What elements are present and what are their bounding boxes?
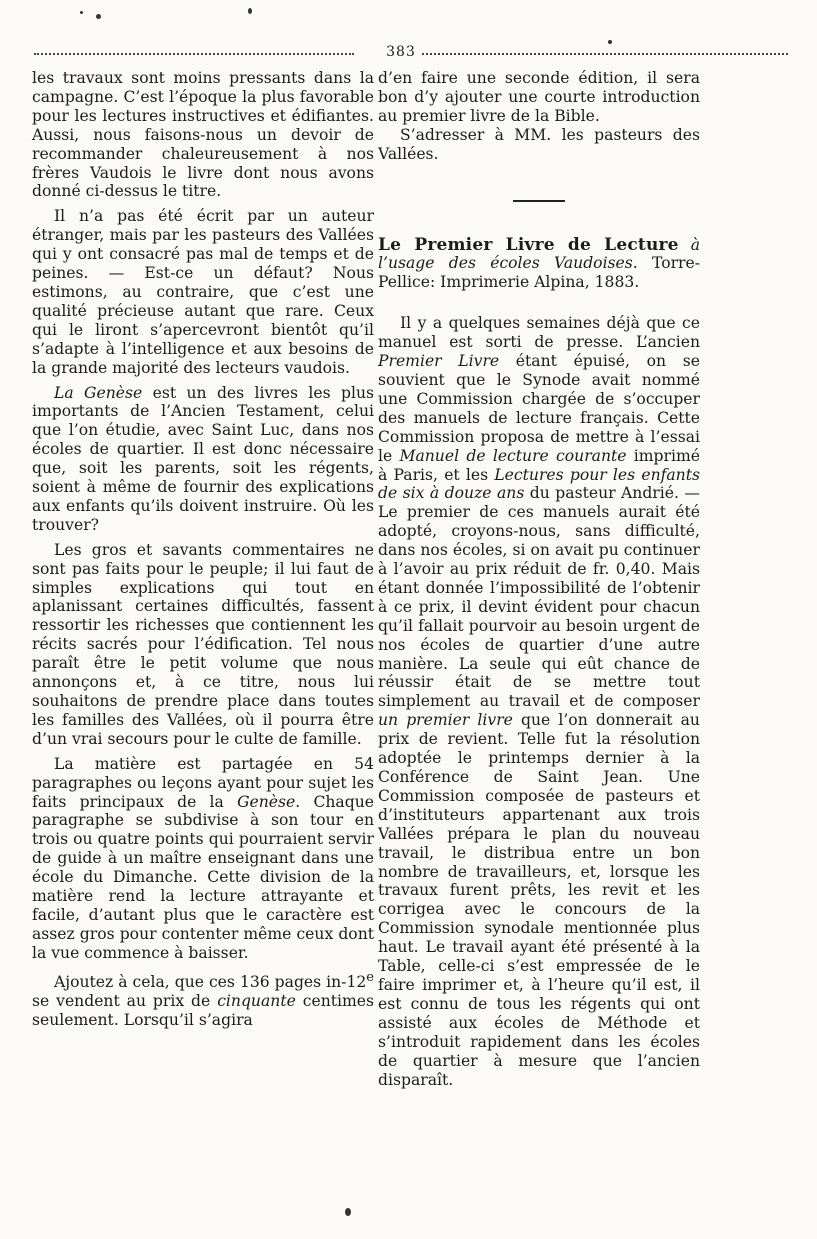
header-rule-left xyxy=(34,53,354,55)
ink-speck xyxy=(248,8,252,14)
ink-speck xyxy=(345,1208,351,1216)
article-body xyxy=(378,314,700,1089)
article-text: du pasteur Andrié. — Le premier de ces manuels aurait été adopté, croyons-nous, sans difficulté, dans nos écoles, si on avait pu continuer à l’avoir au prix réduit de fr. 0,40. Mais étant donnée l’impossibilité de l’obtenir à ce prix, il devint évident pour chacun qu’il fallait pourvoir au besoin urgent de nos écoles de quartier d’une autre manière. La seule qui eût chance de réussir était de se mettre tout simplement au travail et de composer xyxy=(378,484,700,711)
article-text: que l’on donnerait au prix de revient. Telle fut la résolution adoptée le printemps dernier à la Conférence de Saint Jean. Une Commission composée de pasteurs et d’instituteurs appartenant aux trois Vallées prépara le plan du nouveau travail, le distribua entre un bon nombre de travailleurs, et, lorsque les travaux furent prêts, les revit et les corrigea avec le concours de la Commission synodale mentionnée plus haut. Le travail ayant été présenté à la Table, celle-ci s’est empressée de le faire imprimer et, à l’heure qu’il est, il est connu de tous les régents qui ont assisté aux écoles de Méthode et s’introduit rapidement dans les écoles de quartier à mesure que l’ancien disparaît. xyxy=(378,711,700,1089)
book-title-italic: La Genèse xyxy=(54,383,143,402)
ink-speck xyxy=(96,14,101,19)
paragraph: les travaux sont moins pressants dans la campagne. C’est l’époque la plus favorable pour les lectures instructives et édifiantes. Aussi, nous faisons-nous un devoir de recommander chaleureusement à nos frères Vaudois le livre dont nous avons donné ci-dessus le titre. xyxy=(32,69,374,201)
article-italic: Manuel de lecture courante xyxy=(399,446,627,465)
paragraph: S’adresser à MM. les pasteurs des Vallées. xyxy=(378,125,700,163)
article-italic: un premier livre xyxy=(378,711,513,730)
article-text: imprimé à Paris, et les xyxy=(378,446,700,484)
paragraph: d’en faire une seconde édition, il sera bon d’y ajouter une courte introduction au premier livre de la Bible. xyxy=(378,69,700,125)
header-rule-right xyxy=(422,53,788,55)
ink-speck xyxy=(80,11,83,14)
review-heading xyxy=(378,236,700,293)
page-header xyxy=(34,44,788,60)
price-italic: cinquante xyxy=(217,991,296,1010)
article-text: Il y a quelques semaines déjà que ce manuel est sorti de presse. L’ancien xyxy=(378,314,700,352)
article-italic: Lectures pour les enfants de six à douze ans xyxy=(378,465,700,503)
review-subtitle-italic: à l’usage des écoles Vaudoises. xyxy=(378,235,700,273)
paragraph xyxy=(32,384,374,535)
paragraph-text: Ajoutez à cela, que ces 136 pages in-12 xyxy=(54,972,367,991)
review-title: Le Premier Livre de Lecture xyxy=(378,234,679,255)
paragraph-text: La matière est partagée en 54 paragraphes ou leçons ayant pour sujet les faits principaux de la xyxy=(32,754,374,811)
paragraph: Les gros et savants commentaires ne sont pas faits pour le peuple; il lui faut de simples explications qui tout en aplanissant certaines difficultés, fassent ressortir les richesses que contiennent les récits sacrés pour l’édification. Tel nous paraît être le petit volume que nous annonçons et, à ce titre, nous lui souhaitons de prendre place dans toutes les familles des Vallées, où il pourra être d’un vrai secours pour le culte de famille. xyxy=(32,540,374,748)
paragraph-text: . Chaque paragraphe se subdivise à son tour en trois ou quatre points qui pourraient servir de guide à un maître enseignant dans une école du Dimanche. Cette division de la matière rend la lecture attrayante et facile, d’autant plus que le caractère est assez gros pour contenter même ceux dont la vue commence à baisser. xyxy=(32,792,374,962)
section-separator xyxy=(513,200,565,202)
right-column xyxy=(378,69,700,1089)
paragraph xyxy=(32,969,374,1030)
review-publisher: Torre-Pellice: Imprimerie Alpina, 1883. xyxy=(378,254,700,292)
paragraph-text: se vendent au prix de xyxy=(32,991,218,1010)
paragraph-text: est un des livres les plus importants de l’Ancien Testament, celui que l’on étudie, avec Saint Luc, dans nos écoles de quartier. Il est donc nécessaire que, soit les parents, soit les régents, soient à même de fournir des explications aux enfants qu’ils doivent instruire. Où les trouver? xyxy=(32,383,374,534)
superscript: e xyxy=(366,969,374,985)
left-column xyxy=(32,69,374,1030)
article-text: étant épuisé, on se souvient que le Synode avait nommé une Commission chargée de s’occuper des manuels de lecture français. Cette Commission proposa de mettre à l’essai le xyxy=(378,352,700,465)
book-title-italic: Genèse xyxy=(237,792,296,811)
paragraph: Il n’a pas été écrit par un auteur étranger, mais par les pasteurs des Vallées qui y ont consacré pas mal de temps et de peines. — Est-ce un défaut? Nous estimons, au contraire, que c’est une qualité précieuse autant que rare. Ceux qui le liront s’apercevront bientôt qu’il s’adapte à l’intelligence et aux besoins de la grande majorité des lecteurs vaudois. xyxy=(32,207,374,377)
article-italic: Premier Livre xyxy=(378,352,500,371)
paragraph xyxy=(32,755,374,963)
paragraph-text: centimes seulement. Lorsqu’il s’agira xyxy=(32,991,375,1029)
page-number: 383 xyxy=(386,44,416,60)
